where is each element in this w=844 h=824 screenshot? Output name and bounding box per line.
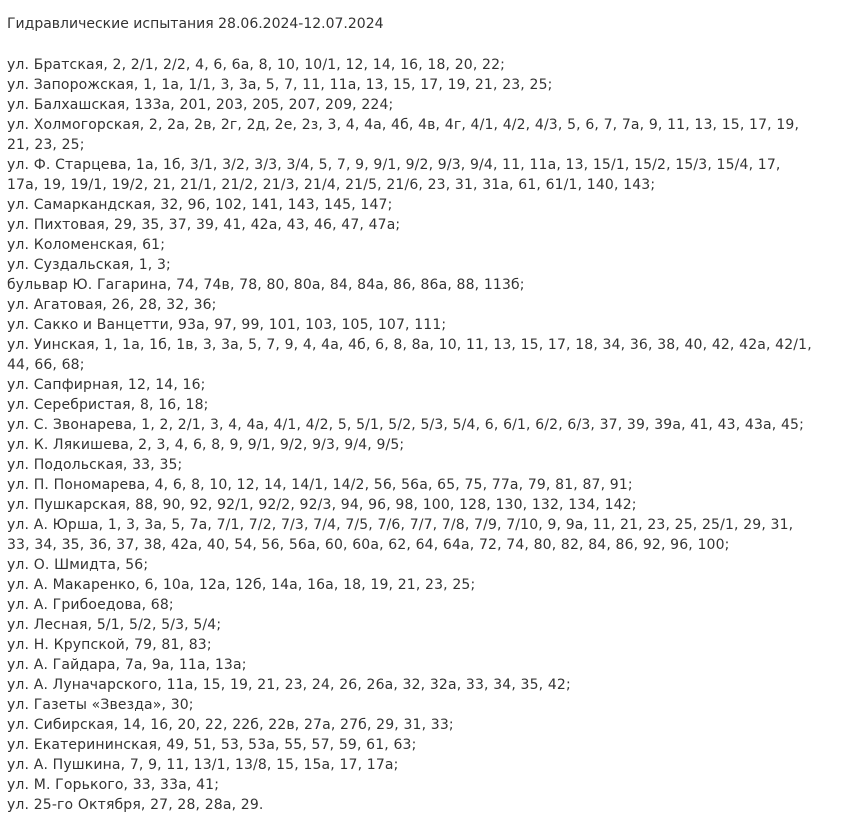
- address-line: ул. Коломенская, 61;: [7, 237, 166, 253]
- address-line: ул. О. Шмидта, 56;: [7, 557, 149, 573]
- address-line: ул. Н. Крупской, 79, 81, 83;: [7, 637, 212, 653]
- address-line: ул. Лесная, 5/1, 5/2, 5/3, 5/4;: [7, 617, 222, 633]
- address-line: 44, 66, 68;: [7, 357, 85, 373]
- address-line: ул. Пушкарская, 88, 90, 92, 92/1, 92/2, 92/3, 94, 96, 98, 100, 128, 130, 132, 134, 142;: [7, 497, 637, 513]
- address-line: ул. Пихтовая, 29, 35, 37, 39, 41, 42а, 43, 46, 47, 47а;: [7, 217, 401, 233]
- address-line: ул. Газеты «Звезда», 30;: [7, 697, 194, 713]
- address-line: ул. Ф. Старцева, 1а, 1б, 3/1, 3/2, 3/3, 3/4, 5, 7, 9, 9/1, 9/2, 9/3, 9/4, 11, 11а, 13, 15/1, 15/2, 15/3, 15/4, 17,: [7, 157, 781, 173]
- address-line: ул. А. Гайдара, 7а, 9а, 11а, 13а;: [7, 657, 247, 673]
- address-line: 17а, 19, 19/1, 19/2, 21, 21/1, 21/2, 21/3, 21/4, 21/5, 21/6, 23, 31, 31а, 61, 61/1, 140, 143;: [7, 177, 656, 193]
- address-line: ул. Братская, 2, 2/1, 2/2, 4, 6, 6а, 8, 10, 10/1, 12, 14, 16, 18, 20, 22;: [7, 57, 506, 73]
- address-line: ул. А. Луначарского, 11а, 15, 19, 21, 23, 24, 26, 26а, 32, 32а, 33, 34, 35, 42;: [7, 677, 571, 693]
- address-line: ул. Суздальская, 1, 3;: [7, 257, 171, 273]
- address-line: ул. Балхашская, 133а, 201, 203, 205, 207, 209, 224;: [7, 97, 394, 113]
- address-line: ул. С. Звонарева, 1, 2, 2/1, 3, 4, 4а, 4/1, 4/2, 5, 5/1, 5/2, 5/3, 5/4, 6, 6/1, 6/2, 6/3, 37, 39, 39а, 41, 43, 43а, 45;: [7, 417, 804, 433]
- address-line: ул. А. Юрша, 1, 3, 3а, 5, 7а, 7/1, 7/2, 7/3, 7/4, 7/5, 7/6, 7/7, 7/8, 7/9, 7/10, 9, 9а, 11, 21, 23, 25, 25/1, 29, 31,: [7, 517, 794, 533]
- address-line: ул. Сапфирная, 12, 14, 16;: [7, 377, 206, 393]
- address-line: ул. К. Лякишева, 2, 3, 4, 6, 8, 9, 9/1, 9/2, 9/3, 9/4, 9/5;: [7, 437, 405, 453]
- address-line: бульвар Ю. Гагарина, 74, 74в, 78, 80, 80а, 84, 84а, 86, 86а, 88, 113б;: [7, 277, 525, 293]
- address-line: ул. А. Макаренко, 6, 10а, 12а, 12б, 14а, 16а, 18, 19, 21, 23, 25;: [7, 577, 476, 593]
- address-line: ул. А. Грибоедова, 68;: [7, 597, 174, 613]
- address-line: ул. Запорожская, 1, 1а, 1/1, 3, 3а, 5, 7, 11, 11а, 13, 15, 17, 19, 21, 23, 25;: [7, 77, 553, 93]
- address-line: ул. Агатовая, 26, 28, 32, 36;: [7, 297, 217, 313]
- address-line: ул. Сибирская, 14, 16, 20, 22, 22б, 22в, 27а, 27б, 29, 31, 33;: [7, 717, 454, 733]
- address-line: ул. Подольская, 33, 35;: [7, 457, 183, 473]
- address-line: ул. М. Горького, 33, 33а, 41;: [7, 777, 220, 793]
- address-line: ул. Самаркандская, 32, 96, 102, 141, 143, 145, 147;: [7, 197, 393, 213]
- address-list: [7, 55, 841, 815]
- address-line: ул. Серебристая, 8, 16, 18;: [7, 397, 209, 413]
- address-line: ул. Уинская, 1, 1а, 1б, 1в, 3, 3а, 5, 7, 9, 4, 4а, 4б, 6, 8, 8а, 10, 11, 13, 15, 17, 18, 34, 36, 38, 40, 42, 42а, 42/1,: [7, 337, 812, 353]
- address-line: ул. П. Пономарева, 4, 6, 8, 10, 12, 14, 14/1, 14/2, 56, 56а, 65, 75, 77а, 79, 81, 87, 91;: [7, 477, 633, 493]
- address-line: ул. Сакко и Ванцетти, 93а, 97, 99, 101, 103, 105, 107, 111;: [7, 317, 447, 333]
- address-line: ул. 25-го Октября, 27, 28, 28а, 29.: [7, 797, 264, 813]
- address-line: 21, 23, 25;: [7, 137, 85, 153]
- address-line: ул. А. Пушкина, 7, 9, 11, 13/1, 13/8, 15, 15а, 17, 17а;: [7, 757, 399, 773]
- address-line: ул. Холмогорская, 2, 2а, 2в, 2г, 2д, 2е, 2з, 3, 4, 4а, 4б, 4в, 4г, 4/1, 4/2, 4/3, 5, 6, 7, 7а, 9, 11, 13, 15, 17, 19,: [7, 117, 800, 133]
- page-title: Гидравлические испытания 28.06.2024-12.07.2024: [7, 16, 384, 32]
- address-line: ул. Екатерининская, 49, 51, 53, 53а, 55, 57, 59, 61, 63;: [7, 737, 417, 753]
- address-line: 33, 34, 35, 36, 37, 38, 42а, 40, 54, 56, 56а, 60, 60а, 62, 64, 64а, 72, 74, 80, 82, 84, 86, 92, 96, 100;: [7, 537, 730, 553]
- document-page: [7, 15, 841, 815]
